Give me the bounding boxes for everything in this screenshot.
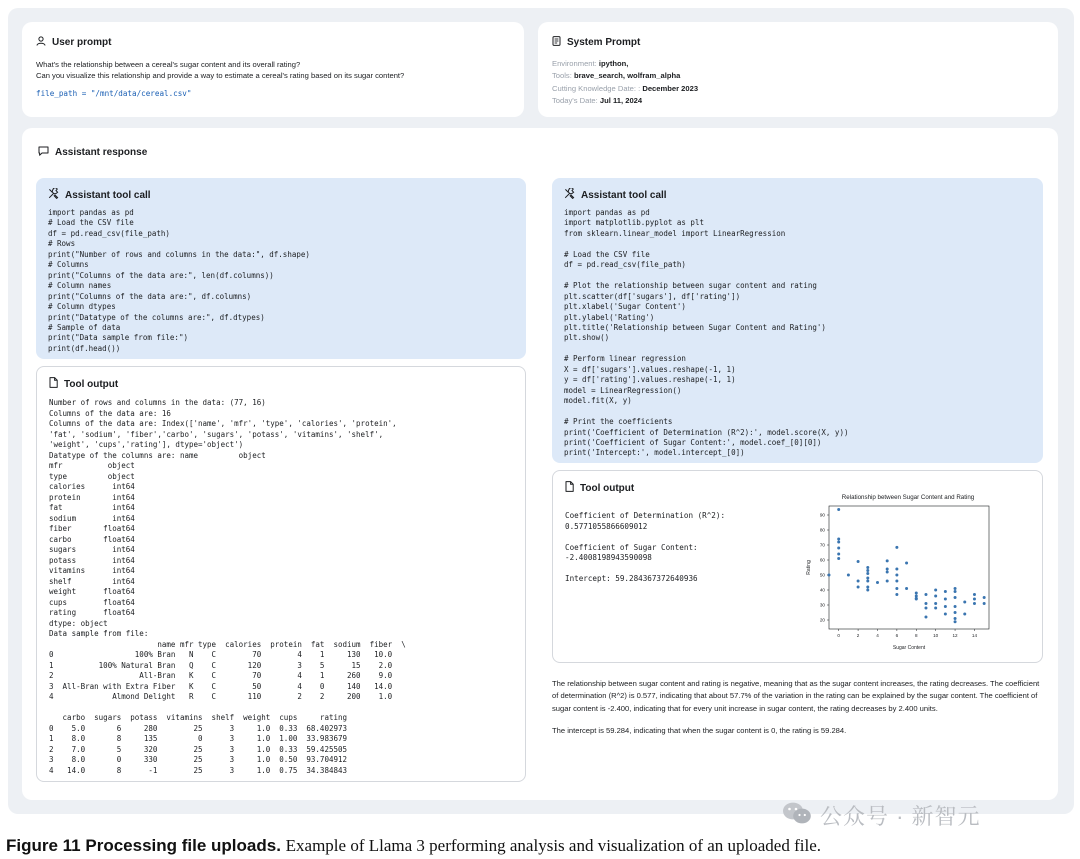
assistant-response-header	[38, 146, 147, 159]
scatter-point	[837, 553, 840, 556]
assistant-response-card	[22, 128, 1058, 800]
scatter-point	[886, 580, 889, 583]
tool-call-1-code: import pandas as pd # Load the CSV file df = pd.read_csv(file_path) # Rows print("Number of rows and columns in the data:", df.shape) # Columns print("Columns of the data are:", len(df.columns)) # Column names print("Columns of the data are:", df.columns) # Column dtypes print("Datatype of the columns are:", df.dtypes) # Sample of data print("Data sample from file:") print(df.head())	[48, 208, 310, 353]
scatter-point	[866, 589, 869, 592]
scatter-point	[886, 571, 889, 574]
scatter-point	[954, 605, 957, 608]
scatter-point	[934, 602, 937, 605]
figure-caption	[6, 836, 821, 856]
chat-bubble-icon	[38, 146, 49, 159]
system-prompt-header	[552, 36, 1044, 49]
summary-paragraph-2: The intercept is 59.284, indicating that when the sugar content is 0, the rating is 59.284.	[552, 726, 847, 736]
tool-call-2-code: import pandas as pd import matplotlib.pyplot as plt from sklearn.linear_model import LinearRegression # Load the CSV file df = pd.read_csv(file_path) # Plot the relationship between sugar content and rating plt.scatter(df['sugars'], df['rating']) plt.xlabel('Sugar Content') plt.ylabel('Rating') plt.title('Relationship between Sugar Content and Rating') plt.show() # Perform linear regression X = df['sugars'].values.reshape(-1, 1) y = df['rating'].values.reshape(-1, 1) model = LinearRegression() model.fit(X, y) # Print the coefficients print('Coefficient of Determination (R^2):', model.score(X, y)) print('Coefficient of Sugar Content:', model.coef_[0][0]) print('Intercept:', model.intercept_[0])	[564, 208, 849, 458]
user-prompt-title: User prompt	[52, 37, 112, 48]
scatter-point	[866, 572, 869, 575]
scatter-point	[895, 580, 898, 583]
tool-output-2-box	[552, 470, 1043, 663]
user-prompt-line-2: Can you visualize this relationship and provide a way to estimate a cereal's rating based on its sugar content?	[36, 71, 405, 80]
y-tick-label: 30	[819, 602, 825, 608]
scatter-point	[837, 508, 840, 511]
scatter-point	[847, 574, 850, 577]
scatter-point	[944, 598, 947, 601]
user-prompt-card	[22, 22, 524, 117]
system-row-environment: Environment: ipython,	[552, 59, 629, 68]
x-axis-label: Sugar Content	[892, 645, 926, 651]
y-axis-ticks	[820, 513, 829, 623]
scatter-point	[837, 547, 840, 550]
y-tick-label: 60	[819, 557, 825, 563]
tool-call-1-header	[48, 188, 514, 202]
tool-output-1-text: Number of rows and columns in the data: (77, 16) Columns of the data are: 16 Columns of the data are: Index(['name', 'mfr', 'type', 'calories', 'protein', 'fat', 'sodium', 'fiber','carbo', 'sugars', 'potass', 'vitamins', 'shelf', 'weight', 'cups','rating'], dtype='object') Datatype of the columns are: name object mfr object type object calories int64 protein int64 fat int64 sodium int64 fiber float64 carbo float64 sugars int64 potass int64 vitamins int64 shelf int64 weight float64 cups float64 rating float64 dtype: object Data sample from file: name mfr type calories protein fat sodium fiber \ 0 100% Bran N C 70 4 1 130 10.0 1 100% Natural Bran Q C 120 3 5 15 2.0 2 All-Bran K C 70 4 1 260 9.0 3 All-Bran with Extra Fiber K C 50 4 0 140 14.0 4 Almond Delight R C 110 2 2 200 1.0 carbo sugars potass vitamins shelf weight cups rating 0 5.0 6 280 25 3 1.0 0.33 68.402973 1 8.0 8 135 0 3 1.0 1.00 33.983679 2 7.0 5 320 25 3 1.0 0.33 59.425505 3 8.0 0 330 25 3 1.0 0.50 93.704912 4 14.0 8 -1 25 3 1.0 0.75 34.384843	[49, 398, 406, 775]
tool-call-2-header	[564, 188, 1031, 202]
system-prompt-title: System Prompt	[567, 37, 641, 48]
scatter-chart	[803, 489, 1003, 654]
scatter-point	[905, 587, 908, 590]
tool-output-1-title: Tool output	[64, 378, 119, 390]
scatter-point	[954, 611, 957, 614]
user-prompt-line-1: What's the relationship between a cereal's sugar content and its overall rating?	[36, 60, 301, 69]
user-prompt-header	[36, 36, 510, 49]
tool-output-2-text: Coefficient of Determination (R^2): 0.5771055866609012 Coefficient of Sugar Content: -2.4008198943590098 Intercept: 59.284367372640936	[565, 511, 726, 583]
y-tick-label: 50	[819, 572, 825, 578]
scatter-point	[915, 598, 918, 601]
chart-title: Relationship between Sugar Content and Rating	[841, 494, 975, 501]
system-row-tools: Tools: brave_search, wolfram_alpha	[552, 71, 681, 81]
scatter-point	[924, 593, 927, 596]
scatter-point	[934, 607, 937, 610]
x-tick-label: 2	[856, 633, 860, 638]
scatter-point	[983, 596, 986, 599]
x-axis-ticks	[837, 629, 977, 638]
scatter-point	[934, 589, 937, 592]
scatter-point	[954, 587, 957, 590]
tool-output-1-box	[36, 366, 526, 782]
scatter-point	[857, 586, 860, 589]
scatter-point	[837, 538, 840, 541]
scatter-point	[886, 568, 889, 571]
scatter-point	[944, 613, 947, 616]
scatter-point	[895, 587, 898, 590]
scatter-point	[866, 577, 869, 580]
scatter-point	[857, 560, 860, 563]
x-tick-label: 4	[876, 633, 879, 638]
x-tick-label: 14	[971, 633, 978, 638]
scatter-point	[934, 595, 937, 598]
scatter-point	[876, 581, 879, 584]
watermark	[782, 800, 981, 831]
scatter-point	[905, 562, 908, 565]
file-icon	[565, 481, 574, 495]
scatter-point	[963, 601, 966, 604]
caption-label: Figure 11 Processing file uploads.	[6, 836, 281, 855]
scatter-point	[954, 590, 957, 593]
scatter-point	[924, 616, 927, 619]
system-prompt-rows	[552, 58, 1044, 108]
tool-output-2-title: Tool output	[580, 482, 635, 494]
tools-icon	[48, 188, 59, 202]
scatter-point	[837, 541, 840, 544]
y-tick-label: 80	[819, 527, 825, 533]
x-tick-label: 12	[952, 633, 958, 638]
tool-call-2-box	[552, 178, 1043, 463]
scatter-point	[915, 592, 918, 595]
scatter-point	[837, 557, 840, 560]
user-icon	[36, 36, 46, 49]
scatter-point	[866, 566, 869, 569]
scatter-point	[866, 580, 869, 583]
scatter-point	[954, 620, 957, 623]
chart-plot-frame	[829, 506, 989, 629]
watermark-text: 公众号 · 新智元	[820, 804, 981, 829]
assistant-response-title: Assistant response	[55, 147, 148, 158]
scatter-point	[895, 546, 898, 549]
scatter-point	[866, 569, 869, 572]
tool-call-2-title: Assistant tool call	[581, 189, 667, 201]
scatter-point	[895, 574, 898, 577]
scatter-point	[973, 602, 976, 605]
scatter-point	[924, 602, 927, 605]
x-tick-label: 10	[933, 633, 939, 638]
scatter-points	[828, 508, 986, 623]
tools-icon	[564, 188, 575, 202]
system-prompt-card	[538, 22, 1058, 117]
assistant-summary	[552, 678, 1047, 748]
scatter-point	[973, 598, 976, 601]
y-tick-label: 20	[819, 617, 825, 623]
scatter-point	[954, 617, 957, 620]
scatter-point	[944, 590, 947, 593]
x-tick-label: 6	[895, 633, 899, 638]
caption-text: Example of Llama 3 performing analysis and visualization of an uploaded file.	[285, 836, 821, 855]
x-tick-label: 0	[837, 633, 840, 638]
document-icon	[552, 36, 561, 49]
system-row-today-date: Today's Date: Jul 11, 2024	[552, 96, 643, 106]
y-axis-label: Rating	[806, 560, 812, 575]
scatter-point	[954, 596, 957, 599]
y-tick-label: 40	[819, 587, 825, 593]
scatter-point	[973, 593, 976, 596]
wechat-icon	[782, 801, 812, 831]
tool-call-1-box	[36, 178, 526, 359]
user-prompt-question	[36, 59, 510, 81]
scatter-point	[944, 605, 947, 608]
scatter-point	[895, 593, 898, 596]
scatter-point	[895, 568, 898, 571]
tool-call-1-title: Assistant tool call	[65, 189, 151, 201]
scatter-point	[828, 574, 831, 577]
user-prompt-file-path: file_path = "/mnt/data/cereal.csv"	[36, 89, 192, 98]
tool-output-1-header	[49, 377, 513, 391]
scatter-point	[886, 559, 889, 562]
scatter-point	[857, 580, 860, 583]
scatter-point	[983, 602, 986, 605]
y-tick-label: 90	[819, 512, 825, 518]
file-icon	[49, 377, 58, 391]
x-tick-label: 8	[914, 633, 918, 638]
system-row-knowledge-date: Cutting Knowledge Date: : December 2023	[552, 83, 699, 93]
y-tick-label: 70	[819, 542, 825, 548]
summary-paragraph-1: The relationship between sugar content and rating is negative, meaning that as the sugar content increases, the rating decreases. The coefficient of determination (R^2) is 0.577, indicating that about 57.7% of the variation in the rating can be explained by the sugar content. The coefficient of sugar content is -2.400, indicating that for every unit increase in sugar content, the rating decreases by 2.400 units.	[552, 679, 1040, 713]
scatter-point	[963, 613, 966, 616]
scatter-point	[924, 607, 927, 610]
scatter-point	[866, 586, 869, 589]
